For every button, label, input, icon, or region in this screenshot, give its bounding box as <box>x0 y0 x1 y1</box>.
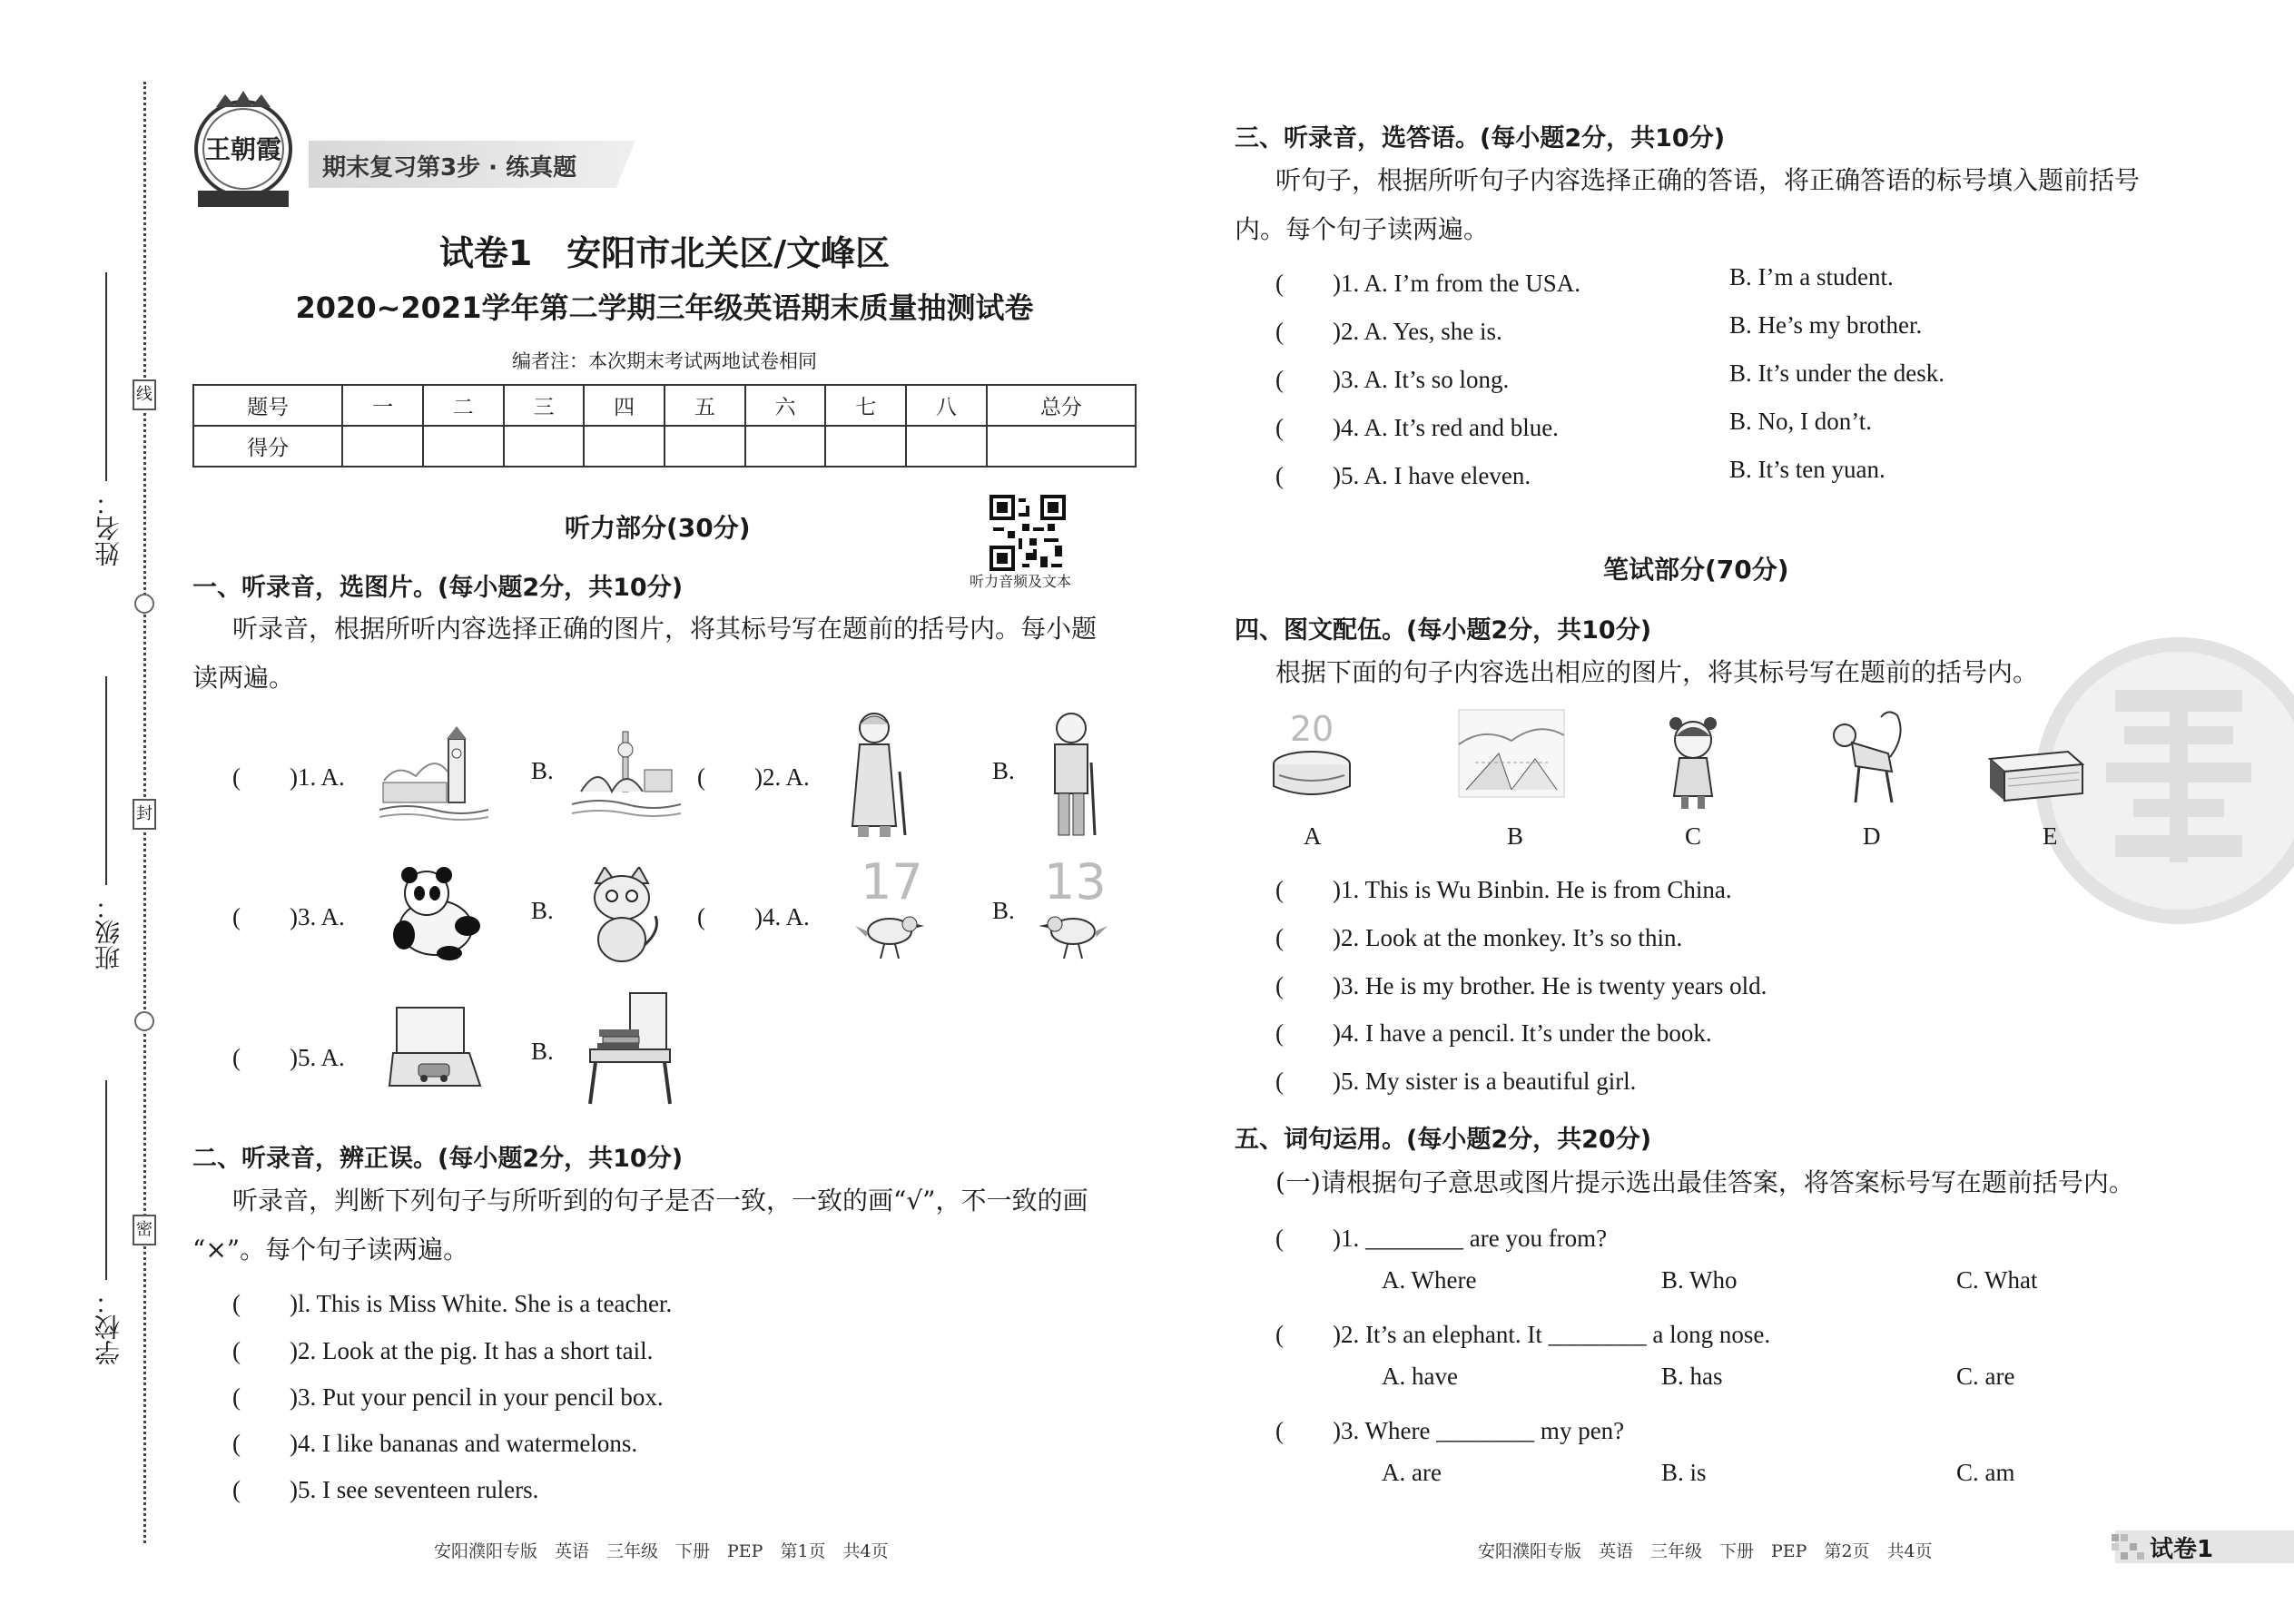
binding-hole-icon <box>134 594 154 614</box>
s4-item-1: ( )1. This is Wu Binbin. He is from China. <box>1275 876 1732 903</box>
s4-item-4: ( )4. I have a pencil. It’s under the book. <box>1275 1019 1712 1047</box>
section-1-instruction-2: 读两遍。 <box>192 663 295 693</box>
s2-item-5: ( )5. I see seventeen rulers. <box>232 1476 539 1503</box>
tab-pattern-icon <box>2112 1534 2144 1560</box>
table-cell: 四 <box>584 385 665 426</box>
qr-code-icon[interactable] <box>989 495 1066 571</box>
china-landscape-image <box>1457 708 1566 799</box>
grandmother-image <box>840 708 912 844</box>
s3-item-2-a: ( )2. A. Yes, she is. <box>1275 318 1502 345</box>
score-cell[interactable] <box>504 426 585 467</box>
class-field-line <box>105 676 107 885</box>
section-2-title: 二、听录音，辨正误。(每小题2分，共10分) <box>192 1145 684 1173</box>
logo-text: 王朝霞 <box>204 134 282 164</box>
name-field-line <box>105 272 107 481</box>
s5-item-3-c: C. am <box>1956 1459 2015 1486</box>
girl-image <box>1661 713 1725 812</box>
s1-q2-label: ( )2. A. <box>697 763 810 791</box>
name-label: 姓名： <box>94 490 123 566</box>
s1-q1-label: ( )1. A. <box>232 763 345 791</box>
table-cell: 得分 <box>193 426 342 467</box>
panda-image <box>386 862 486 962</box>
table-cell: 二 <box>423 385 504 426</box>
birthday-cake-20-image <box>1266 708 1357 803</box>
s3-item-1-b: B. I’m a student. <box>1729 263 1894 290</box>
s5-item-1-b: B. Who <box>1661 1266 1738 1294</box>
s4-item-3: ( )3. He is my brother. He is twenty years old. <box>1275 972 1767 999</box>
s4-label-c: C <box>1685 822 1702 850</box>
score-cell[interactable] <box>906 426 987 467</box>
section-4-instruction: 根据下面的句子内容选出相应的图片，将其标号写在题前的括号内。 <box>1275 657 2039 687</box>
s1-q5-b-label: B. <box>531 1038 554 1065</box>
book-image <box>1986 744 2086 808</box>
section-5-subinstruction: (一)请根据句子意思或图片提示选出最佳答案，将答案标号写在题前括号内。 <box>1275 1167 2134 1197</box>
section-1-instruction: 听录音，根据所听内容选择正确的图片，将其标号写在题前的括号内。每小题 <box>232 614 1098 644</box>
s1-q4-b-label: B. <box>992 897 1015 924</box>
table-cell: 五 <box>665 385 745 426</box>
s3-item-3-b: B. It’s under the desk. <box>1729 359 1944 387</box>
score-cell[interactable] <box>584 426 665 467</box>
s3-item-4-b: B. No, I don’t. <box>1729 408 1873 435</box>
s4-label-d: D <box>1863 822 1881 850</box>
listening-heading: 听力部分(30分) <box>565 513 751 543</box>
cat-image <box>581 867 663 962</box>
section-5-title: 五、词句运用。(每小题2分，共20分) <box>1235 1126 1652 1154</box>
score-cell[interactable] <box>825 426 906 467</box>
monkey-image <box>1825 708 1906 812</box>
bird-image <box>853 908 926 962</box>
svg-text:20: 20 <box>1289 709 1334 749</box>
footer-right: 安阳濮阳专版 英语 三年级 下册 PEP 第2页 共4页 <box>1478 1541 1933 1561</box>
s3-item-4-a: ( )4. A. It’s red and blue. <box>1275 414 1559 441</box>
paper-title: 试卷1 安阳市北关区/文峰区 <box>438 233 891 273</box>
s4-item-2: ( )2. Look at the monkey. It’s so thin. <box>1275 924 1683 951</box>
s4-label-b: B <box>1507 822 1524 850</box>
table-cell: 八 <box>906 385 987 426</box>
s5-item-3-a: A. are <box>1382 1459 1442 1486</box>
section-3-instruction: 听句子，根据所听句子内容选择正确的答语，将正确答语的标号填入题前括号 <box>1275 165 2141 195</box>
s4-label-e: E <box>2043 822 2058 850</box>
s5-item-1-a: A. Where <box>1382 1266 1477 1294</box>
section-2-instruction-2: “×”。每个句子读两遍。 <box>192 1235 469 1265</box>
s3-item-3-a: ( )3. A. It’s so long. <box>1275 366 1510 393</box>
school-label: 学校： <box>94 1289 123 1365</box>
s5-item-2-b: B. has <box>1661 1363 1723 1390</box>
section-2-instruction: 听录音，判断下列句子与所听到的句子是否一致，一致的画“√”，不一致的画 <box>232 1186 1088 1216</box>
editor-note: 编者注：本次期末考试两地试卷相同 <box>512 350 817 372</box>
grandfather-image <box>1035 708 1108 844</box>
brand-logo-icon <box>180 89 307 216</box>
s5-item-2-a: A. have <box>1382 1363 1458 1390</box>
paper-subtitle: 2020~2021学年第二学期三年级英语期末质量抽测试卷 <box>295 290 1034 325</box>
s2-item-2: ( )2. Look at the pig. It has a short tail. <box>232 1337 654 1364</box>
s4-label-a: A <box>1304 822 1322 850</box>
s5-item-1-c: C. What <box>1956 1266 2038 1294</box>
s3-item-5-a: ( )5. A. I have eleven. <box>1275 462 1531 489</box>
section-3-title: 三、听录音，选答语。(每小题2分，共10分) <box>1235 124 1726 153</box>
s4-item-5: ( )5. My sister is a beautiful girl. <box>1275 1068 1637 1095</box>
s5-item-1: ( )1. ________ are you from? <box>1275 1225 1608 1252</box>
qr-caption: 听力音频及文本 <box>970 573 1072 590</box>
books-on-chair-image <box>581 989 681 1107</box>
s2-item-4: ( )4. I like bananas and watermelons. <box>232 1430 638 1457</box>
seal-secret-char: 密 <box>133 1215 156 1245</box>
class-label: 班级： <box>94 894 123 970</box>
written-heading: 笔试部分(70分) <box>1603 555 1789 585</box>
toy-car-in-box-image <box>386 999 486 1098</box>
section-1-title: 一、听录音，选图片。(每小题2分，共10分) <box>192 574 684 602</box>
s5-item-2: ( )2. It’s an elephant. It ________ a long nose. <box>1275 1321 1771 1348</box>
s3-item-2-b: B. He’s my brother. <box>1729 311 1923 339</box>
s1-q3-label: ( )3. A. <box>232 903 345 930</box>
score-table-score-row <box>193 426 1136 467</box>
s5-item-3: ( )3. Where ________ my pen? <box>1275 1417 1625 1444</box>
number-17-graphic: 17 <box>861 853 923 910</box>
s3-item-1-a: ( )1. A. I’m from the USA. <box>1275 270 1580 297</box>
score-table-header-row <box>193 385 1136 426</box>
s2-item-1: ( )l. This is Miss White. She is a teacher. <box>232 1290 673 1317</box>
table-cell: 总分 <box>987 385 1136 426</box>
s1-q2-b-label: B. <box>992 757 1015 784</box>
table-cell: 题号 <box>193 385 342 426</box>
table-cell: 六 <box>745 385 826 426</box>
score-cell[interactable] <box>745 426 826 467</box>
s1-q3-b-label: B. <box>531 897 554 924</box>
table-cell: 七 <box>825 385 906 426</box>
s3-item-5-b: B. It’s ten yuan. <box>1729 456 1885 483</box>
seal-seal-char: 封 <box>133 799 156 830</box>
score-table <box>192 384 1137 468</box>
london-landmark-image <box>379 726 488 826</box>
s5-item-2-c: C. are <box>1956 1363 2015 1390</box>
score-cell[interactable] <box>987 426 1136 467</box>
section-3-instruction-2: 内。每个句子读两遍。 <box>1235 214 1490 244</box>
s5-item-3-b: B. is <box>1661 1459 1707 1486</box>
s1-q5-label: ( )5. A. <box>232 1044 345 1071</box>
footer-left: 安阳濮阳专版 英语 三年级 下册 PEP 第1页 共4页 <box>434 1541 889 1561</box>
table-cell: 三 <box>504 385 585 426</box>
s1-q1-b-label: B. <box>531 757 554 784</box>
score-cell[interactable] <box>423 426 504 467</box>
s2-item-3: ( )3. Put your pencil in your pencil box. <box>232 1383 664 1411</box>
paper-tab-label: 试卷1 <box>2150 1536 2214 1563</box>
sydney-landmark-image <box>572 726 681 826</box>
score-cell[interactable] <box>342 426 423 467</box>
section-4-title: 四、图文配伍。(每小题2分，共10分) <box>1235 616 1652 645</box>
step-banner-text: 期末复习第3步 · 练真题 <box>322 154 577 182</box>
school-field-line <box>105 1080 107 1280</box>
number-13-graphic: 13 <box>1044 853 1107 910</box>
bird-image <box>1037 908 1109 962</box>
score-cell[interactable] <box>665 426 745 467</box>
table-cell: 一 <box>342 385 423 426</box>
s1-q4-label: ( )4. A. <box>697 903 810 930</box>
binding-hole-icon <box>134 1011 154 1031</box>
seal-line-char: 线 <box>133 379 156 410</box>
